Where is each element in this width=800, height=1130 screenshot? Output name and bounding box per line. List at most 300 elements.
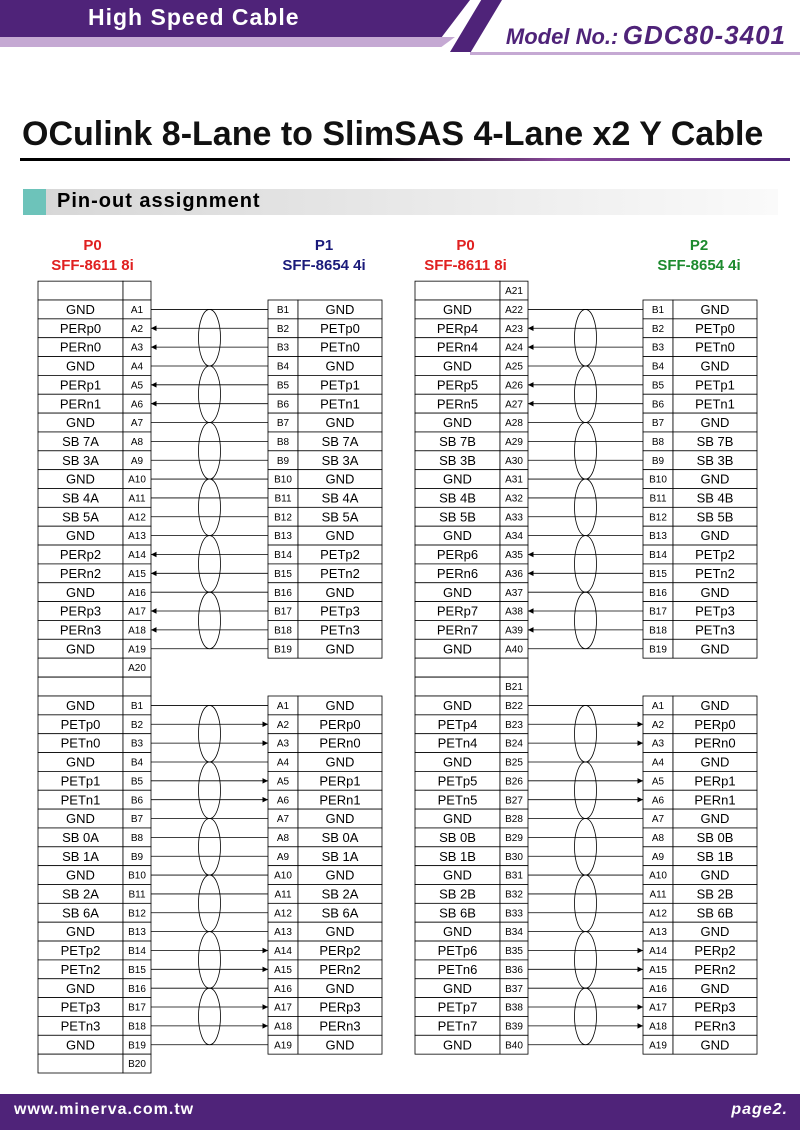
right-top-dst-pin: B13 [649,531,667,543]
left-top-src-blank [38,281,123,300]
left-top-dst-signal: PETn2 [320,565,360,581]
left-top-src-pin: A17 [128,606,146,618]
right-top-dst-pin: B8 [651,436,665,448]
right-top-src-signal: SB 5B [439,509,476,525]
right-bottom-dst-signal: PERp1 [694,773,736,789]
right-top-dst-signal: SB 7B [696,433,734,449]
left-bottom-src-pin: B13 [128,927,146,939]
right-bottom-src-signal: GND [443,924,472,940]
left-top-twisted-pair [199,423,221,480]
right-bottom-dst-signal: PERp2 [694,943,736,959]
right-top-src-signal: PERp6 [436,547,479,563]
left-top-dst-pin: B3 [276,342,290,354]
right-bottom-src-signal: GND [443,698,472,713]
left-bottom-dst-pin: A2 [276,719,290,731]
left-top-src-extra-name [38,658,123,677]
right-bottom-dst-pin: A8 [651,832,665,844]
right-top-dst-pin: B3 [651,342,665,354]
left-top-dst-signal: GND [325,641,355,657]
right-bottom-dst-signal: PERn1 [694,792,736,808]
right-bottom-src-signal: PETn4 [437,735,478,751]
right-top-src-pin: A35 [505,550,523,562]
right-top-twisted-pair [575,592,597,649]
right-top-src-pin: A27 [505,399,523,411]
left-top-src-signal: PERn1 [59,396,102,412]
left-bottom-src-pin: B6 [130,795,144,807]
left-bottom-dst-signal: GND [325,867,355,883]
right-top-dst-pin: B11 [649,493,667,505]
right-bottom-dst-pin: A6 [651,795,665,807]
left-top-src-pin: A1 [130,305,144,316]
left-top-src-pin: A7 [130,418,144,430]
right-top-dst-signal: SB 3B [696,452,734,468]
right-bottom-src-extra-pin-label: B21 [505,682,523,694]
left-src-name: P0 [83,237,102,254]
left-top-src-pin: A15 [128,568,146,580]
right-top-dst-signal: GND [700,415,730,431]
right-bottom-src-extra-name [415,677,500,696]
left-bottom-dst-pin: A1 [276,701,290,712]
right-bottom-src-signal: GND [443,980,472,996]
left-top-src-pin: A19 [128,644,146,656]
left-bottom-dst-pin: A15 [274,964,292,976]
right-top-dst-pin: B17 [649,606,667,618]
right-top-dst-signal: PETn3 [695,622,735,638]
right-bottom-src-signal: SB 1B [439,848,476,864]
right-top-src-signal: PERn7 [436,622,479,638]
left-bottom-dst-signal: SB 2A [321,886,359,902]
right-bottom-src-signal: SB 2B [439,886,476,902]
left-bottom-src-signal: PETp0 [60,716,101,732]
left-bottom-dst-signal: GND [325,811,355,827]
right-top-src-pin: A30 [505,455,523,467]
left-top-src-signal: SB 4A [62,490,99,506]
left-top-twisted-pair [199,592,221,649]
left-bottom-dst-signal: GND [325,1037,355,1053]
right-top-src-extra-name [415,281,500,300]
left-bottom-dst-pin: A5 [276,776,290,788]
left-bottom-src-pin: B8 [130,832,144,844]
right-top-src-signal: PERn6 [436,565,479,581]
right-bottom-dst-pin: A3 [651,738,665,750]
left-top-src-pin: A18 [128,625,146,637]
left-top-src-signal: PERp3 [59,603,102,619]
right-top-twisted-pair [575,536,597,593]
left-bottom-dst-signal: PERp2 [319,943,361,959]
right-bottom-twisted-pair [575,819,597,876]
left-top-src-pin: A2 [130,323,144,335]
left-bottom-dst-signal: PERn2 [319,961,361,977]
right-top-dst-signal: PETp2 [695,547,735,563]
left-bottom-dst-pin: A4 [276,757,290,769]
left-top-src-signal: PERn3 [59,622,102,638]
right-top-dst-pin: B1 [651,305,665,316]
right-src-name: P0 [456,237,475,254]
left-bottom-dst-signal: PERn0 [319,735,361,751]
right-bottom-dst-signal: GND [700,924,730,940]
right-top-src-pin: A24 [505,342,523,354]
right-bottom-src-pin: B40 [505,1040,523,1052]
left-bottom-src-pin: B2 [130,719,144,731]
right-bottom-dst-signal: SB 2B [696,886,734,902]
left-top-dst-signal: SB 5A [321,509,359,525]
left-top-dst-pin: B9 [276,455,290,467]
left-top-dst-pin: B4 [276,361,290,373]
left-top-src-pin: A10 [128,474,146,486]
left-bottom-src-signal: PETn2 [60,961,101,977]
right-bottom-src-pin: B34 [505,927,523,939]
right-top-src-blank [415,658,500,677]
left-top-dst-pin: B13 [274,531,292,543]
left-top-src-signal: GND [66,358,95,374]
right-bottom-src-signal: PETp4 [437,716,478,732]
right-bottom-src-pin: B26 [505,776,523,788]
right-bottom-src-pin: B32 [505,889,523,901]
left-bottom-dst-pin: A17 [274,1002,292,1014]
right-top-src-pin: A38 [505,606,523,618]
right-top-src-signal: PERp5 [436,377,479,393]
left-bottom-twisted-pair [199,932,221,989]
left-top-dst-pin: B15 [274,568,292,580]
left-top-src-pin: A8 [130,436,144,448]
right-bottom-src-signal: GND [443,867,472,883]
left-bottom-dst-signal: SB 0A [321,829,359,845]
left-bottom-src-signal: SB 2A [62,886,99,902]
right-bottom-src-pin: B30 [505,851,523,863]
right-top-src-signal: PERp4 [436,320,479,336]
left-bottom-twisted-pair [199,819,221,876]
section-title: Pin-out assignment [57,190,261,212]
right-top-src-pin: A23 [505,323,523,335]
right-bottom-src-pin: B35 [505,946,523,958]
footer-page-number: page2. [731,1101,788,1118]
left-top-src-extra-pin-label: A20 [128,663,146,675]
left-bottom-dst-pin: A19 [274,1040,292,1052]
right-bottom-src-pin: B37 [505,983,523,995]
left-bottom-src-signal: SB 0A [62,829,99,845]
right-top-twisted-pair [575,366,597,423]
right-top-src-pin: A40 [505,644,523,656]
right-top-dst-pin: B19 [649,644,667,656]
left-top-dst-pin: B2 [276,323,290,335]
left-top-src-blank-pin [123,281,151,300]
right-top-dst-signal: PETn2 [695,565,735,581]
right-bottom-src-signal: PETn7 [437,1018,478,1034]
right-bottom-src-signal: PETn5 [437,792,478,808]
right-top-dst-pin: B16 [649,587,667,599]
left-bottom-src-pin: B15 [128,964,146,976]
left-bottom-src-pin: B14 [128,946,146,958]
left-top-dst-signal: GND [325,358,355,374]
left-bottom-src-pin: B7 [130,814,144,826]
right-top-dst-signal: GND [700,358,730,374]
left-top-src-signal: GND [66,302,95,317]
right-top-dst-signal: GND [700,584,730,600]
right-top-dst-pin: B9 [651,455,665,467]
left-top-src-pin: A13 [128,531,146,543]
right-bottom-dst-signal: GND [700,980,730,996]
right-bottom-dst-pin: A1 [651,701,665,712]
left-top-src-signal: PERn2 [59,565,102,581]
left-bottom-src-pin: B19 [128,1040,146,1052]
model-value: GDC80-3401 [622,20,786,50]
right-top-dst-pin: B2 [651,323,665,335]
right-top-src-pin: A28 [505,418,523,430]
left-bottom-src-pin: B5 [130,776,144,788]
right-bottom-src-pin: B39 [505,1021,523,1033]
left-bottom-src-signal: GND [66,924,95,940]
left-top-src-signal: GND [66,528,95,544]
right-top-src-signal: SB 4B [439,490,476,506]
left-top-src-pin: A6 [130,399,144,411]
right-top-src-signal: SB 7B [439,433,476,449]
left-bottom-src-signal: SB 1A [62,848,99,864]
left-top-dst-pin: B16 [274,587,292,599]
left-bottom-dst-pin: A11 [274,889,292,901]
right-dst-name: P2 [689,237,709,254]
page-title: OCulink 8-Lane to SlimSAS 4-Lane x2 Y Cable [22,115,764,153]
left-bottom-dst-pin: A18 [274,1021,292,1033]
left-bottom-dst-pin: A8 [276,832,290,844]
left-bottom-src-signal: PETp1 [60,773,101,789]
left-top-dst-pin: B1 [276,305,290,316]
left-bottom-dst-signal: PERp1 [319,773,361,789]
left-bottom-dst-signal: PERn3 [319,1018,361,1034]
left-bottom-src-signal: PETn1 [60,792,101,808]
left-bottom-dst-pin: A6 [276,795,290,807]
footer-bar [0,1094,800,1130]
left-bottom-dst-signal: PERp0 [319,716,361,732]
right-bottom-dst-signal: GND [700,867,730,883]
right-bottom-dst-pin: A15 [649,964,667,976]
right-bottom-src-signal: GND [443,811,472,827]
right-bottom-src-pin: B22 [505,701,523,712]
right-bottom-twisted-pair [575,875,597,932]
left-top-src-signal: SB 3A [62,452,99,468]
left-bottom-src-signal: GND [66,867,95,883]
left-top-dst-signal: GND [325,471,355,487]
left-bottom-dst-signal: SB 6A [321,905,359,921]
right-top-src-pin: A39 [505,625,523,637]
right-bottom-dst-pin: A7 [651,814,665,826]
right-bottom-dst-pin: A12 [649,908,667,920]
right-bottom-dst-signal: PERn0 [694,735,736,751]
left-top-twisted-pair [199,309,221,366]
left-top-src-pin: A16 [128,587,146,599]
right-bottom-dst-signal: GND [700,698,730,713]
left-bottom-twisted-pair [199,875,221,932]
right-bottom-src-signal: PETn6 [437,961,478,977]
right-top-dst-signal: PETn1 [695,396,735,412]
right-bottom-twisted-pair [575,932,597,989]
right-top-dst-signal: SB 4B [696,490,734,506]
right-bottom-dst-signal: GND [700,811,730,827]
left-dst-name: P1 [314,237,334,254]
right-bottom-dst-pin: A11 [649,889,667,901]
left-bottom-src-extra-pin-label: B20 [128,1059,146,1071]
left-top-dst-pin: B11 [274,493,292,505]
left-bottom-dst-pin: A16 [274,983,292,995]
right-top-src-pin: A37 [505,587,523,599]
left-bottom-dst-signal: GND [325,980,355,996]
right-top-src-signal: GND [443,415,472,431]
left-top-src-pin: A4 [130,361,144,373]
right-top-src-signal: GND [443,302,472,317]
left-bottom-src-signal: PETn3 [60,1018,101,1034]
left-bottom-src-pin: B18 [128,1021,146,1033]
left-dst-type: SFF-8654 4i [282,257,366,274]
right-top-src-pin: A22 [505,305,523,316]
left-top-src-signal: PERn0 [59,339,102,355]
left-bottom-dst-signal: PERp3 [319,999,361,1015]
left-top-src-signal: PERp2 [59,547,102,563]
left-top-src-pin: A12 [128,512,146,524]
left-bottom-src-blank-pin [123,677,151,696]
right-top-src-pin: A32 [505,493,523,505]
left-top-src-pin: A14 [128,550,146,562]
right-top-dst-signal: PETp0 [695,320,735,336]
left-bottom-twisted-pair [199,705,221,762]
left-src-type: SFF-8611 8i [51,257,134,274]
right-bottom-dst-pin: A5 [651,776,665,788]
left-bottom-src-signal: GND [66,698,95,713]
left-top-twisted-pair [199,366,221,423]
right-top-dst-pin: B7 [651,418,665,430]
right-top-twisted-pair [575,479,597,536]
left-bottom-src-pin: B3 [130,738,144,750]
right-bottom-dst-signal: GND [700,754,730,770]
left-bottom-src-signal: GND [66,1037,95,1053]
left-top-dst-pin: B19 [274,644,292,656]
left-bottom-dst-pin: A10 [274,870,292,882]
left-bottom-src-pin: B12 [128,908,146,920]
left-bottom-src-signal: GND [66,754,95,770]
right-bottom-src-signal: PETp5 [437,773,478,789]
left-bottom-src-signal: PETp2 [60,943,101,959]
right-bottom-src-pin: B29 [505,832,523,844]
left-top-dst-signal: GND [325,528,355,544]
right-bottom-src-signal: SB 6B [439,905,476,921]
left-top-dst-signal: SB 3A [321,452,359,468]
right-top-src-blank-pin [500,658,528,677]
left-bottom-src-extra-name [38,1054,123,1073]
right-bottom-src-signal: GND [443,1037,472,1053]
left-top-dst-pin: B7 [276,418,290,430]
model-label: Model No.: [505,24,619,49]
category-title: High Speed Cable [88,4,300,30]
left-top-src-pin: A3 [130,342,144,354]
left-bottom-dst-pin: A12 [274,908,292,920]
right-top-src-pin: A36 [505,568,523,580]
right-top-src-signal: GND [443,358,472,374]
left-top-dst-signal: PETn0 [320,339,360,355]
left-top-dst-signal: SB 7A [321,433,359,449]
right-bottom-twisted-pair [575,705,597,762]
right-bottom-src-pin: B28 [505,814,523,826]
left-top-src-pin: A9 [130,455,144,467]
right-bottom-src-pin: B23 [505,719,523,731]
right-top-dst-signal: PETp1 [695,377,735,393]
right-bottom-dst-pin: A9 [651,851,665,863]
left-top-dst-signal: PETn1 [320,396,360,412]
left-top-dst-pin: B17 [274,606,292,618]
left-bottom-dst-pin: A3 [276,738,290,750]
right-top-dst-pin: B15 [649,568,667,580]
right-bottom-dst-signal: PERp3 [694,999,736,1015]
right-bottom-src-signal: PETp6 [437,943,478,959]
left-top-dst-pin: B12 [274,512,292,524]
left-bottom-dst-signal: GND [325,924,355,940]
left-top-src-signal: GND [66,415,95,431]
left-top-src-signal: PERp0 [59,320,102,336]
right-top-src-pin: A26 [505,380,523,392]
left-top-dst-signal: PETp0 [320,320,360,336]
left-bottom-src-pin: B1 [130,701,144,712]
right-bottom-twisted-pair [575,762,597,819]
left-bottom-dst-signal: GND [325,754,355,770]
left-bottom-src-pin: B11 [128,889,146,901]
left-top-dst-signal: PETp1 [320,377,360,393]
left-top-dst-pin: B8 [276,436,290,448]
right-bottom-dst-pin: A14 [649,946,667,958]
left-bottom-twisted-pair [199,988,221,1045]
right-top-src-signal: GND [443,584,472,600]
right-top-dst-pin: B18 [649,625,667,637]
left-top-dst-signal: PETp3 [320,603,360,619]
left-bottom-src-pin: B9 [130,851,144,863]
right-bottom-dst-signal: PERn2 [694,961,736,977]
left-bottom-dst-pin: A14 [274,946,292,958]
right-top-src-signal: GND [443,528,472,544]
right-top-src-signal: PERn4 [436,339,479,355]
right-bottom-src-pin: B24 [505,738,523,750]
left-bottom-dst-pin: A9 [276,851,290,863]
right-bottom-dst-signal: SB 6B [696,905,734,921]
right-bottom-src-pin: B36 [505,964,523,976]
right-top-dst-pin: B12 [649,512,667,524]
right-bottom-src-pin: B31 [505,870,523,882]
right-top-src-pin: A29 [505,436,523,448]
right-top-dst-pin: B5 [651,380,665,392]
left-top-src-pin: A5 [130,380,144,392]
right-top-src-signal: SB 3B [439,452,476,468]
left-top-dst-pin: B5 [276,380,290,392]
left-top-src-signal: GND [66,641,95,657]
right-top-src-extra-pin-label: A21 [505,286,523,298]
right-bottom-dst-signal: GND [700,1037,730,1053]
left-bottom-src-signal: PETp3 [60,999,101,1015]
right-bottom-dst-pin: A17 [649,1002,667,1014]
right-top-src-signal: GND [443,471,472,487]
left-bottom-dst-signal: PERn1 [319,792,361,808]
right-bottom-dst-pin: A16 [649,983,667,995]
right-top-src-signal: GND [443,641,472,657]
left-bottom-src-signal: SB 6A [62,905,99,921]
left-bottom-dst-signal: SB 1A [321,848,359,864]
right-top-dst-pin: B6 [651,399,665,411]
left-top-dst-signal: GND [325,584,355,600]
right-bottom-src-pin: B38 [505,1002,523,1014]
left-top-dst-pin: B6 [276,399,290,411]
left-top-twisted-pair [199,479,221,536]
left-top-dst-pin: B18 [274,625,292,637]
right-bottom-src-pin: B27 [505,795,523,807]
right-bottom-dst-pin: A18 [649,1021,667,1033]
left-bottom-src-pin: B16 [128,983,146,995]
right-top-src-signal: PERp7 [436,603,479,619]
right-top-src-pin: A25 [505,361,523,373]
left-top-src-signal: GND [66,584,95,600]
